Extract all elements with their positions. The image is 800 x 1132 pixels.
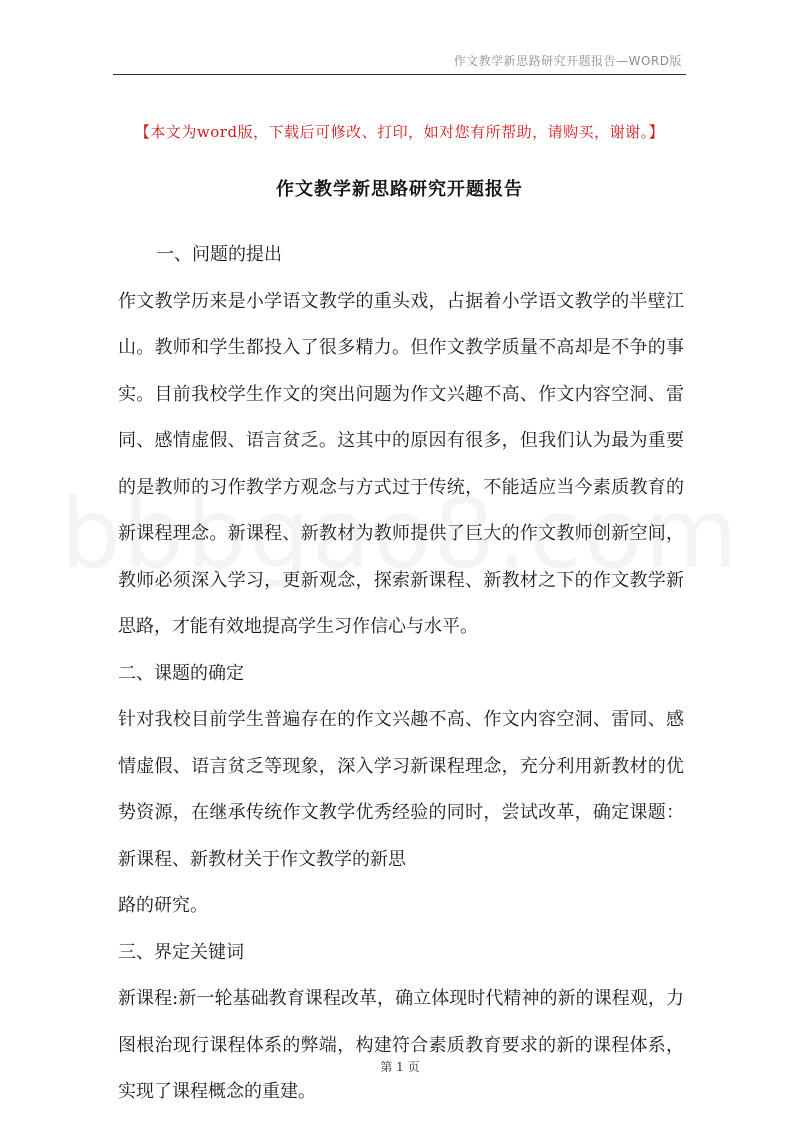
document-title: 作文教学新思路研究开题报告	[276, 179, 523, 200]
section-paragraph-3: 新课程:新一轮基础教育课程改革，确立体现时代精神的新的课程观，力图根治现行课程体系的弊端，构建符合素质教育要求的新的课程体系，实现了课程概念的重建。	[118, 988, 684, 1102]
section-heading-2: 二、课题的确定	[118, 662, 244, 684]
section-heading-1: 一、问题的提出	[156, 244, 282, 265]
section-paragraph-1: 作文教学历来是小学语文教学的重头戏，占据着小学语文教学的半壁江山。教师和学生都投入了很多精力。但作文教学质量不高却是不争的事实。目前我校学生作文的突出问题为作文兴趣不高、作文内容空洞、雷同、感情虚假、语言贫乏。这其中的原因有很多，但我们认为最为重要的是教师的习作教学方观念与方式过于传统，不能适应当今素质教育的新课程理念。新课程、新教材为教师提供了巨大的作文教师创新空间，教师必须深入学习，更新观念，探索新课程、新教材之下的作文教学新思路，才能有效地提高学生习作信心与水平。	[118, 290, 684, 637]
header-divider	[113, 74, 686, 75]
section-heading-3: 三、界定关键词	[118, 941, 244, 963]
purchase-notice: 【本文为word版，下载后可修改、打印，如对您有所帮助，请购买，谢谢。】	[134, 123, 665, 141]
document-body	[118, 232, 684, 1116]
running-header-title: 作文教学新思路研究开题报告—WORD版	[453, 54, 682, 68]
section-paragraph-2-continuation: 路的研究。	[118, 895, 208, 916]
section-paragraph-2: 针对我校目前学生普遍存在的作文兴趣不高、作文内容空洞、雷同、感情虚假、语言贫乏等现象，深入学习新课程理念，充分利用新教材的优势资源，在继承传统作文教学优秀经验的同时，尝试改革，确定课题：新课程、新教材关于作文教学的新思	[118, 709, 684, 870]
page-number: 第 1 页	[380, 1060, 420, 1074]
